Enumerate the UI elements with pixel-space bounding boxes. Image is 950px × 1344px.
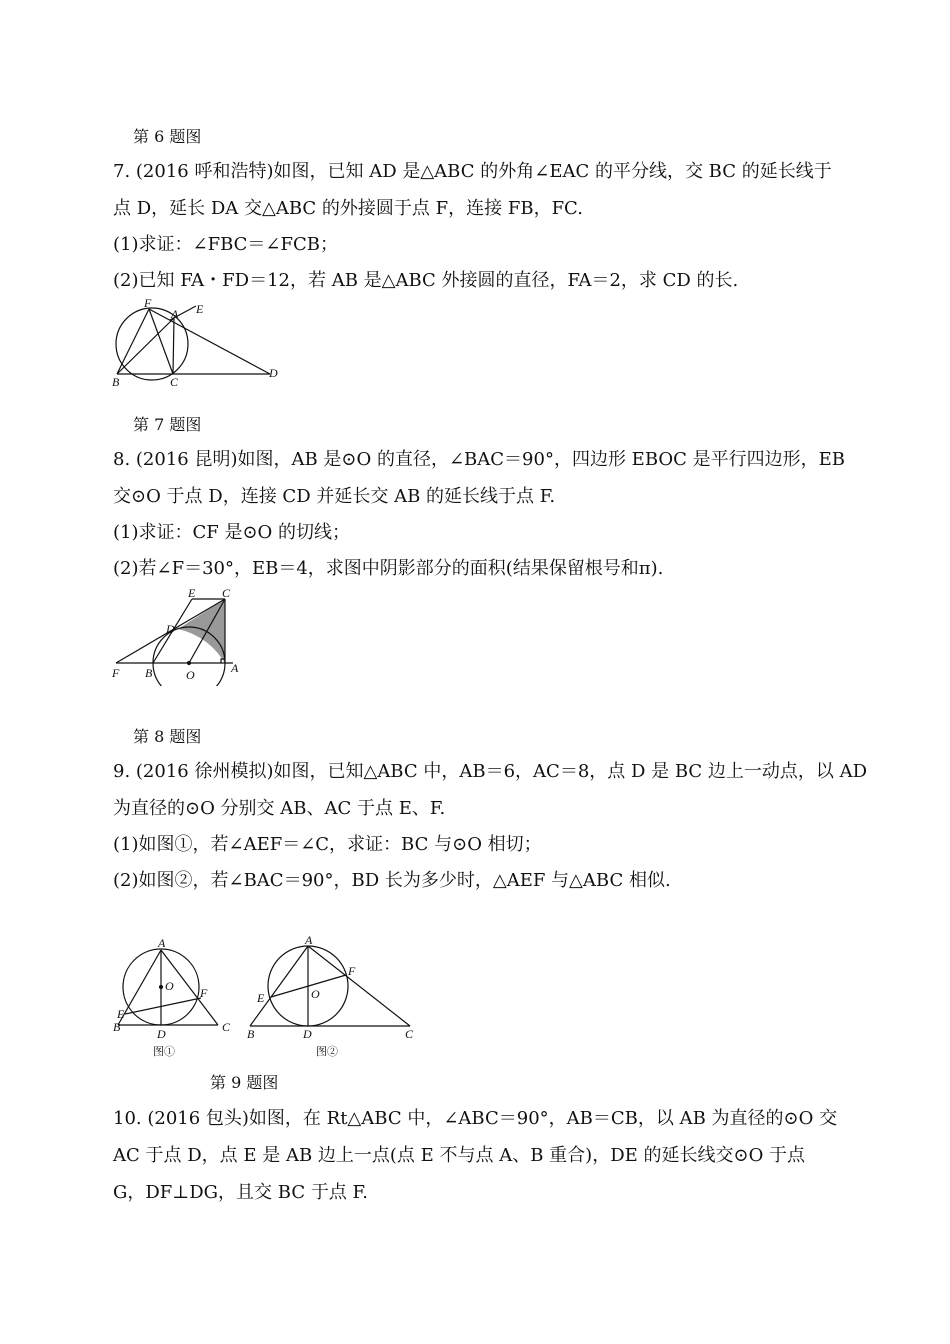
figure-9-b (246, 930, 421, 1066)
fig7-line-ac (173, 318, 174, 374)
q7-line-4: (2)已知 FA・FD＝12，若 AB 是△ABC 外接圆的直径，FA＝2，求 CD 的长. (113, 270, 739, 291)
fig9a-label-a: A (158, 936, 166, 950)
fig9a-label-d: D (157, 1027, 166, 1041)
q7-line-1: 7. (2016 呼和浩特)如图，已知 AD 是△ABC 的外角∠EAC 的平分线，交 BC 的延长线于 (113, 161, 832, 182)
q9-line-3: (1)如图①，若∠AEF＝∠C，求证：BC 与⊙O 相切； (113, 834, 542, 855)
fig7-label-a: A (171, 307, 179, 321)
fig7-label-b: B (112, 375, 120, 389)
q10-line-2: AC 于点 D，点 E 是 AB 边上一点(点 E 不与点 A、B 重合)，DE 的延长线交⊙O 于点 (113, 1145, 806, 1166)
q8-line-4: (2)若∠F＝30°，EB＝4，求图中阴影部分的面积(结果保留根号和π). (113, 558, 664, 579)
fig8-label-a: A (231, 661, 239, 675)
fig7-line-fb (117, 309, 149, 374)
fig7-line-ba (117, 318, 174, 374)
fig9b-label-d: D (303, 1027, 312, 1041)
q8-line-3: (1)求证：CF 是⊙O 的切线； (113, 522, 351, 543)
fig9b-label-o: O (311, 987, 320, 1001)
fig7-label-f: F (144, 298, 152, 310)
fig9a-label-b: B (113, 1020, 121, 1034)
q7-line-2: 点 D，延长 DA 交△ABC 的外接圆于点 F，连接 FB，FC. (113, 198, 583, 219)
fig9b-label-a: A (305, 933, 313, 947)
fig8-shaded-region (178, 599, 225, 663)
fig9a-label-e: E (117, 1007, 125, 1021)
fig8-label-c: C (222, 586, 231, 600)
figure-7 (108, 298, 288, 394)
fig9b-line-ac (308, 946, 410, 1026)
fig9b-label-c: C (405, 1027, 414, 1041)
fig8-label-o: O (186, 668, 195, 682)
q9-line-1: 9. (2016 徐州模拟)如图，已知△ABC 中，AB＝6，AC＝8，点 D 是 BC 边上一动点，以 AD (113, 761, 868, 782)
fig9b-label-e: E (257, 991, 265, 1005)
q7-line-3: (1)求证：∠FBC＝∠FCB； (113, 234, 338, 255)
figure-8-caption: 第 8 题图 (133, 727, 202, 746)
fig9a-center-dot (160, 986, 163, 989)
fig9a-label-o: O (165, 979, 174, 993)
figure-6-caption: 第 6 题图 (133, 127, 202, 146)
fig9b-sublabel: 图② (316, 1046, 338, 1058)
fig7-label-e: E (196, 302, 204, 316)
figure-9-a (108, 930, 238, 1066)
fig8-label-d: D (166, 622, 175, 636)
fig9a-label-c: C (222, 1020, 231, 1034)
fig8-center-dot (188, 662, 191, 665)
fig7-line-fc (149, 309, 173, 374)
q8-line-1: 8. (2016 昆明)如图，AB 是⊙O 的直径，∠BAC＝90°，四边形 EBOC 是平行四边形，EB (113, 449, 846, 470)
figure-9-caption: 第 9 题图 (210, 1073, 279, 1092)
fig8-label-e: E (188, 586, 196, 600)
fig7-line-fd (149, 309, 270, 374)
fig9b-label-b: B (247, 1027, 255, 1041)
q10-line-3: G，DF⊥DG，且交 BC 于点 F. (113, 1182, 368, 1203)
fig7-label-c: C (170, 375, 179, 389)
fig9a-line-ab (118, 950, 161, 1025)
q9-line-2: 为直径的⊙O 分别交 AB、AC 于点 E、F. (113, 798, 446, 819)
q9-line-4: (2)如图②，若∠BAC＝90°，BD 长为多少时，△AEF 与△ABC 相似. (113, 870, 671, 891)
figure-7-caption: 第 7 题图 (133, 415, 202, 434)
fig8-label-f: F (112, 666, 120, 680)
figure-8 (108, 586, 248, 690)
fig9a-label-f: F (200, 986, 208, 1000)
fig7-label-d: D (269, 366, 278, 380)
fig8-label-b: B (145, 666, 153, 680)
fig9a-sublabel: 图① (153, 1046, 175, 1058)
fig9b-label-f: F (348, 964, 356, 978)
q8-line-2: 交⊙O 于点 D，连接 CD 并延长交 AB 的延长线于点 F. (113, 486, 556, 507)
q10-line-1: 10. (2016 包头)如图，在 Rt△ABC 中，∠ABC＝90°，AB＝CB，以 AB 为直径的⊙O 交 (113, 1108, 838, 1129)
